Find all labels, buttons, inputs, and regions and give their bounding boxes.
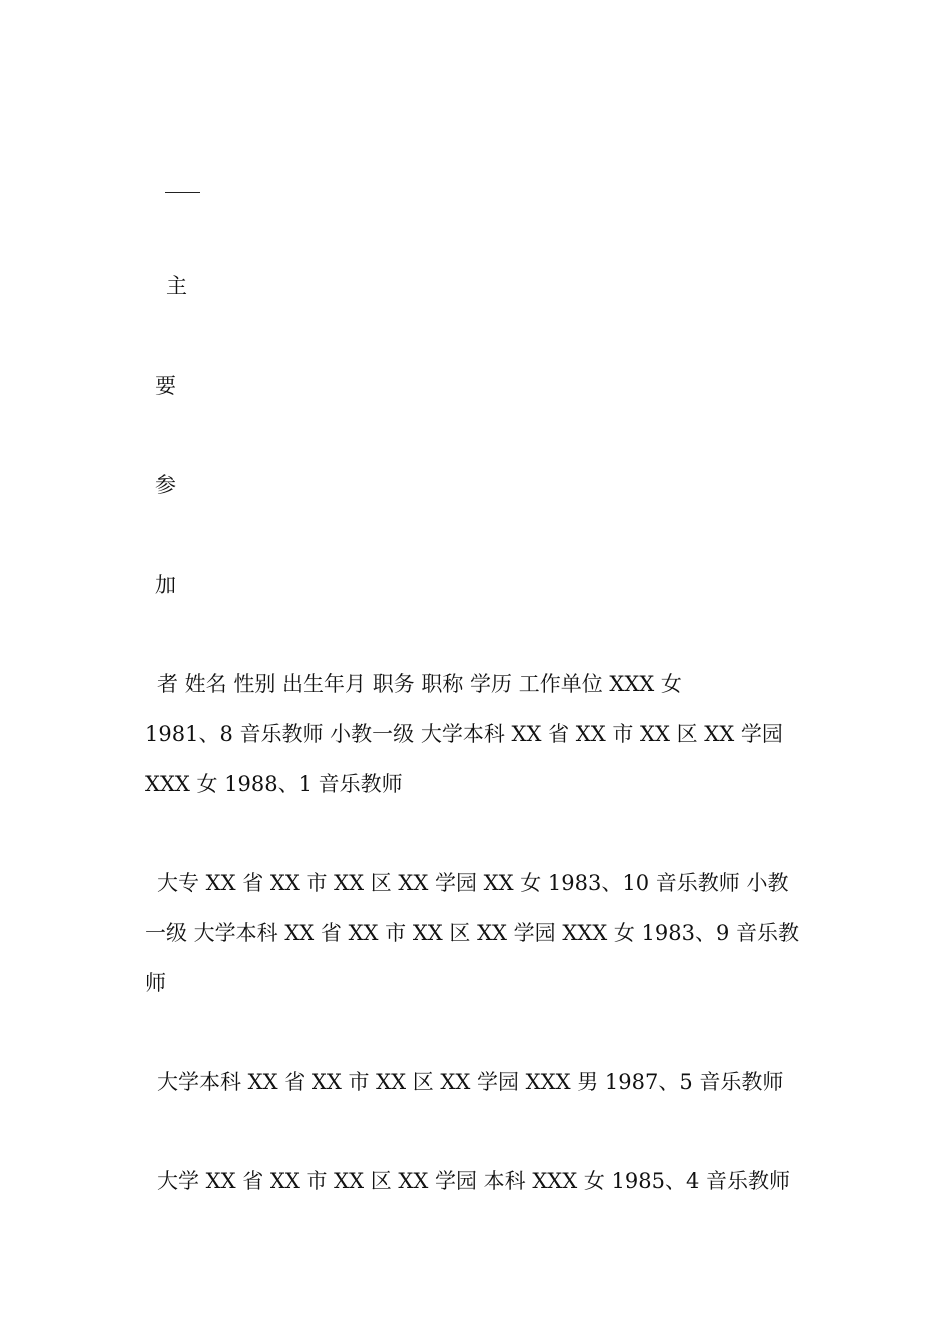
text-line: XXX 女 1988、1 音乐教师	[145, 772, 403, 796]
vertical-label-char: 参	[155, 473, 176, 497]
text-line: 1981、8 音乐教师 小教一级 大学本科 XX 省 XX 市 XX 区 XX 学园	[145, 722, 783, 746]
vertical-label-char: 主	[166, 274, 187, 298]
paragraph-2	[145, 871, 825, 1021]
text-line: 师	[145, 971, 166, 995]
text-line: 大专 XX 省 XX 市 XX 区 XX 学园 XX 女 1983、10 音乐教师 小教	[157, 871, 789, 895]
text-line: 一级 大学本科 XX 省 XX 市 XX 区 XX 学园 XXX 女 1983、9 音乐教	[145, 921, 800, 945]
paragraph-4	[145, 1169, 825, 1219]
vertical-label-char: 加	[155, 573, 176, 597]
text-line: 大学本科 XX 省 XX 市 XX 区 XX 学园 XXX 男 1987、5 音乐教师	[157, 1070, 784, 1094]
text-line: 者 姓名 性别 出生年月 职务 职称 学历 工作单位 XXX 女	[157, 672, 682, 696]
paragraph-3	[145, 1070, 825, 1120]
text-line: 大学 XX 省 XX 市 XX 区 XX 学园 本科 XXX 女 1985、4 音乐教师	[157, 1169, 791, 1193]
vertical-label-char: 要	[155, 374, 176, 398]
dash-line	[165, 192, 200, 193]
paragraph-1	[145, 672, 825, 822]
